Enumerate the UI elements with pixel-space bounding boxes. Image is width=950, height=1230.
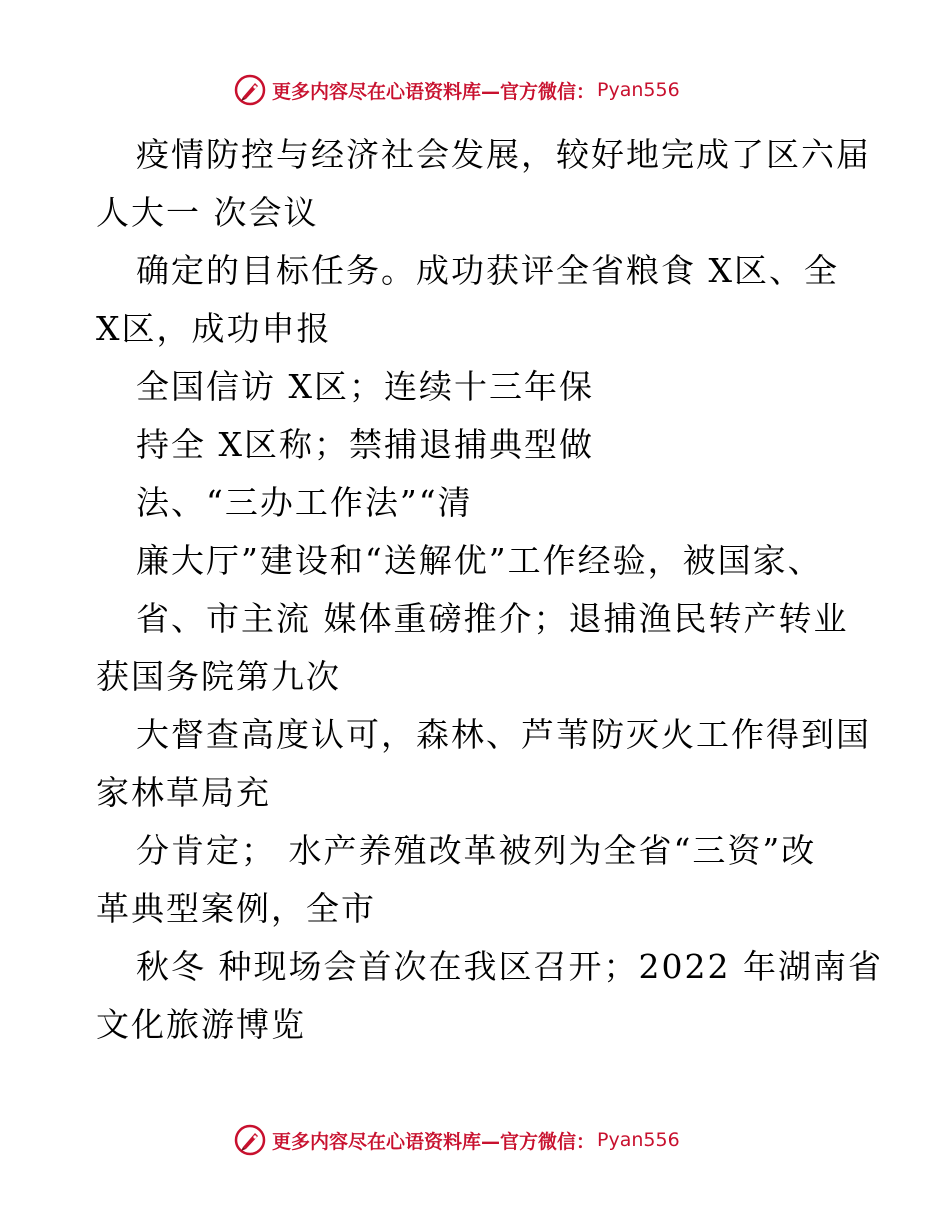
- text-line: 秋冬 种现场会首次在我区召开；2022 年湖南省: [136, 947, 883, 986]
- text-line: 大督查高度认可，森林、芦苇防灭火工作得到国: [136, 715, 871, 754]
- text-line: 革典型案例，全市: [96, 889, 376, 928]
- text-line: 省、市主流 媒体重磅推介；退捕渔民转产转业: [136, 599, 849, 638]
- text-line: 家林草局充: [96, 773, 271, 812]
- text-line: 疫情防控与经济社会发展，较好地完成了区六届: [136, 135, 871, 174]
- footer-banner: [234, 1122, 734, 1158]
- header-banner: [234, 72, 734, 108]
- text-line: X区，成功申报: [96, 309, 332, 348]
- pen-nib-logo-icon: [234, 74, 266, 106]
- pen-nib-logo-icon: [234, 1124, 266, 1156]
- header-wechat-id: Pyan556: [597, 79, 680, 101]
- text-line: 获国务院第九次: [96, 657, 341, 696]
- text-line: 人大一 次会议: [96, 193, 319, 232]
- text-line: 廉大厅”建设和“送解优”工作经验，被国家、: [136, 541, 823, 580]
- text-line: 确定的目标任务。成功获评全省粮食 X区、全: [136, 251, 839, 290]
- text-line: 全国信访 X区；连续十三年保: [136, 367, 594, 406]
- text-line: 法、“三办工作法”“清: [136, 483, 473, 522]
- footer-banner-text: 更多内容尽在心语资料库—官方微信：: [272, 1130, 596, 1153]
- footer-wechat-id: Pyan556: [597, 1129, 680, 1151]
- text-line: 分肯定； 水产养殖改革被列为全省“三资”改: [136, 831, 817, 870]
- document-body: [96, 126, 883, 1054]
- text-line: 持全 X区称；禁捕退捕典型做: [136, 425, 594, 464]
- header-banner-text: 更多内容尽在心语资料库—官方微信：: [272, 80, 596, 103]
- text-line: 文化旅游博览: [96, 1005, 306, 1044]
